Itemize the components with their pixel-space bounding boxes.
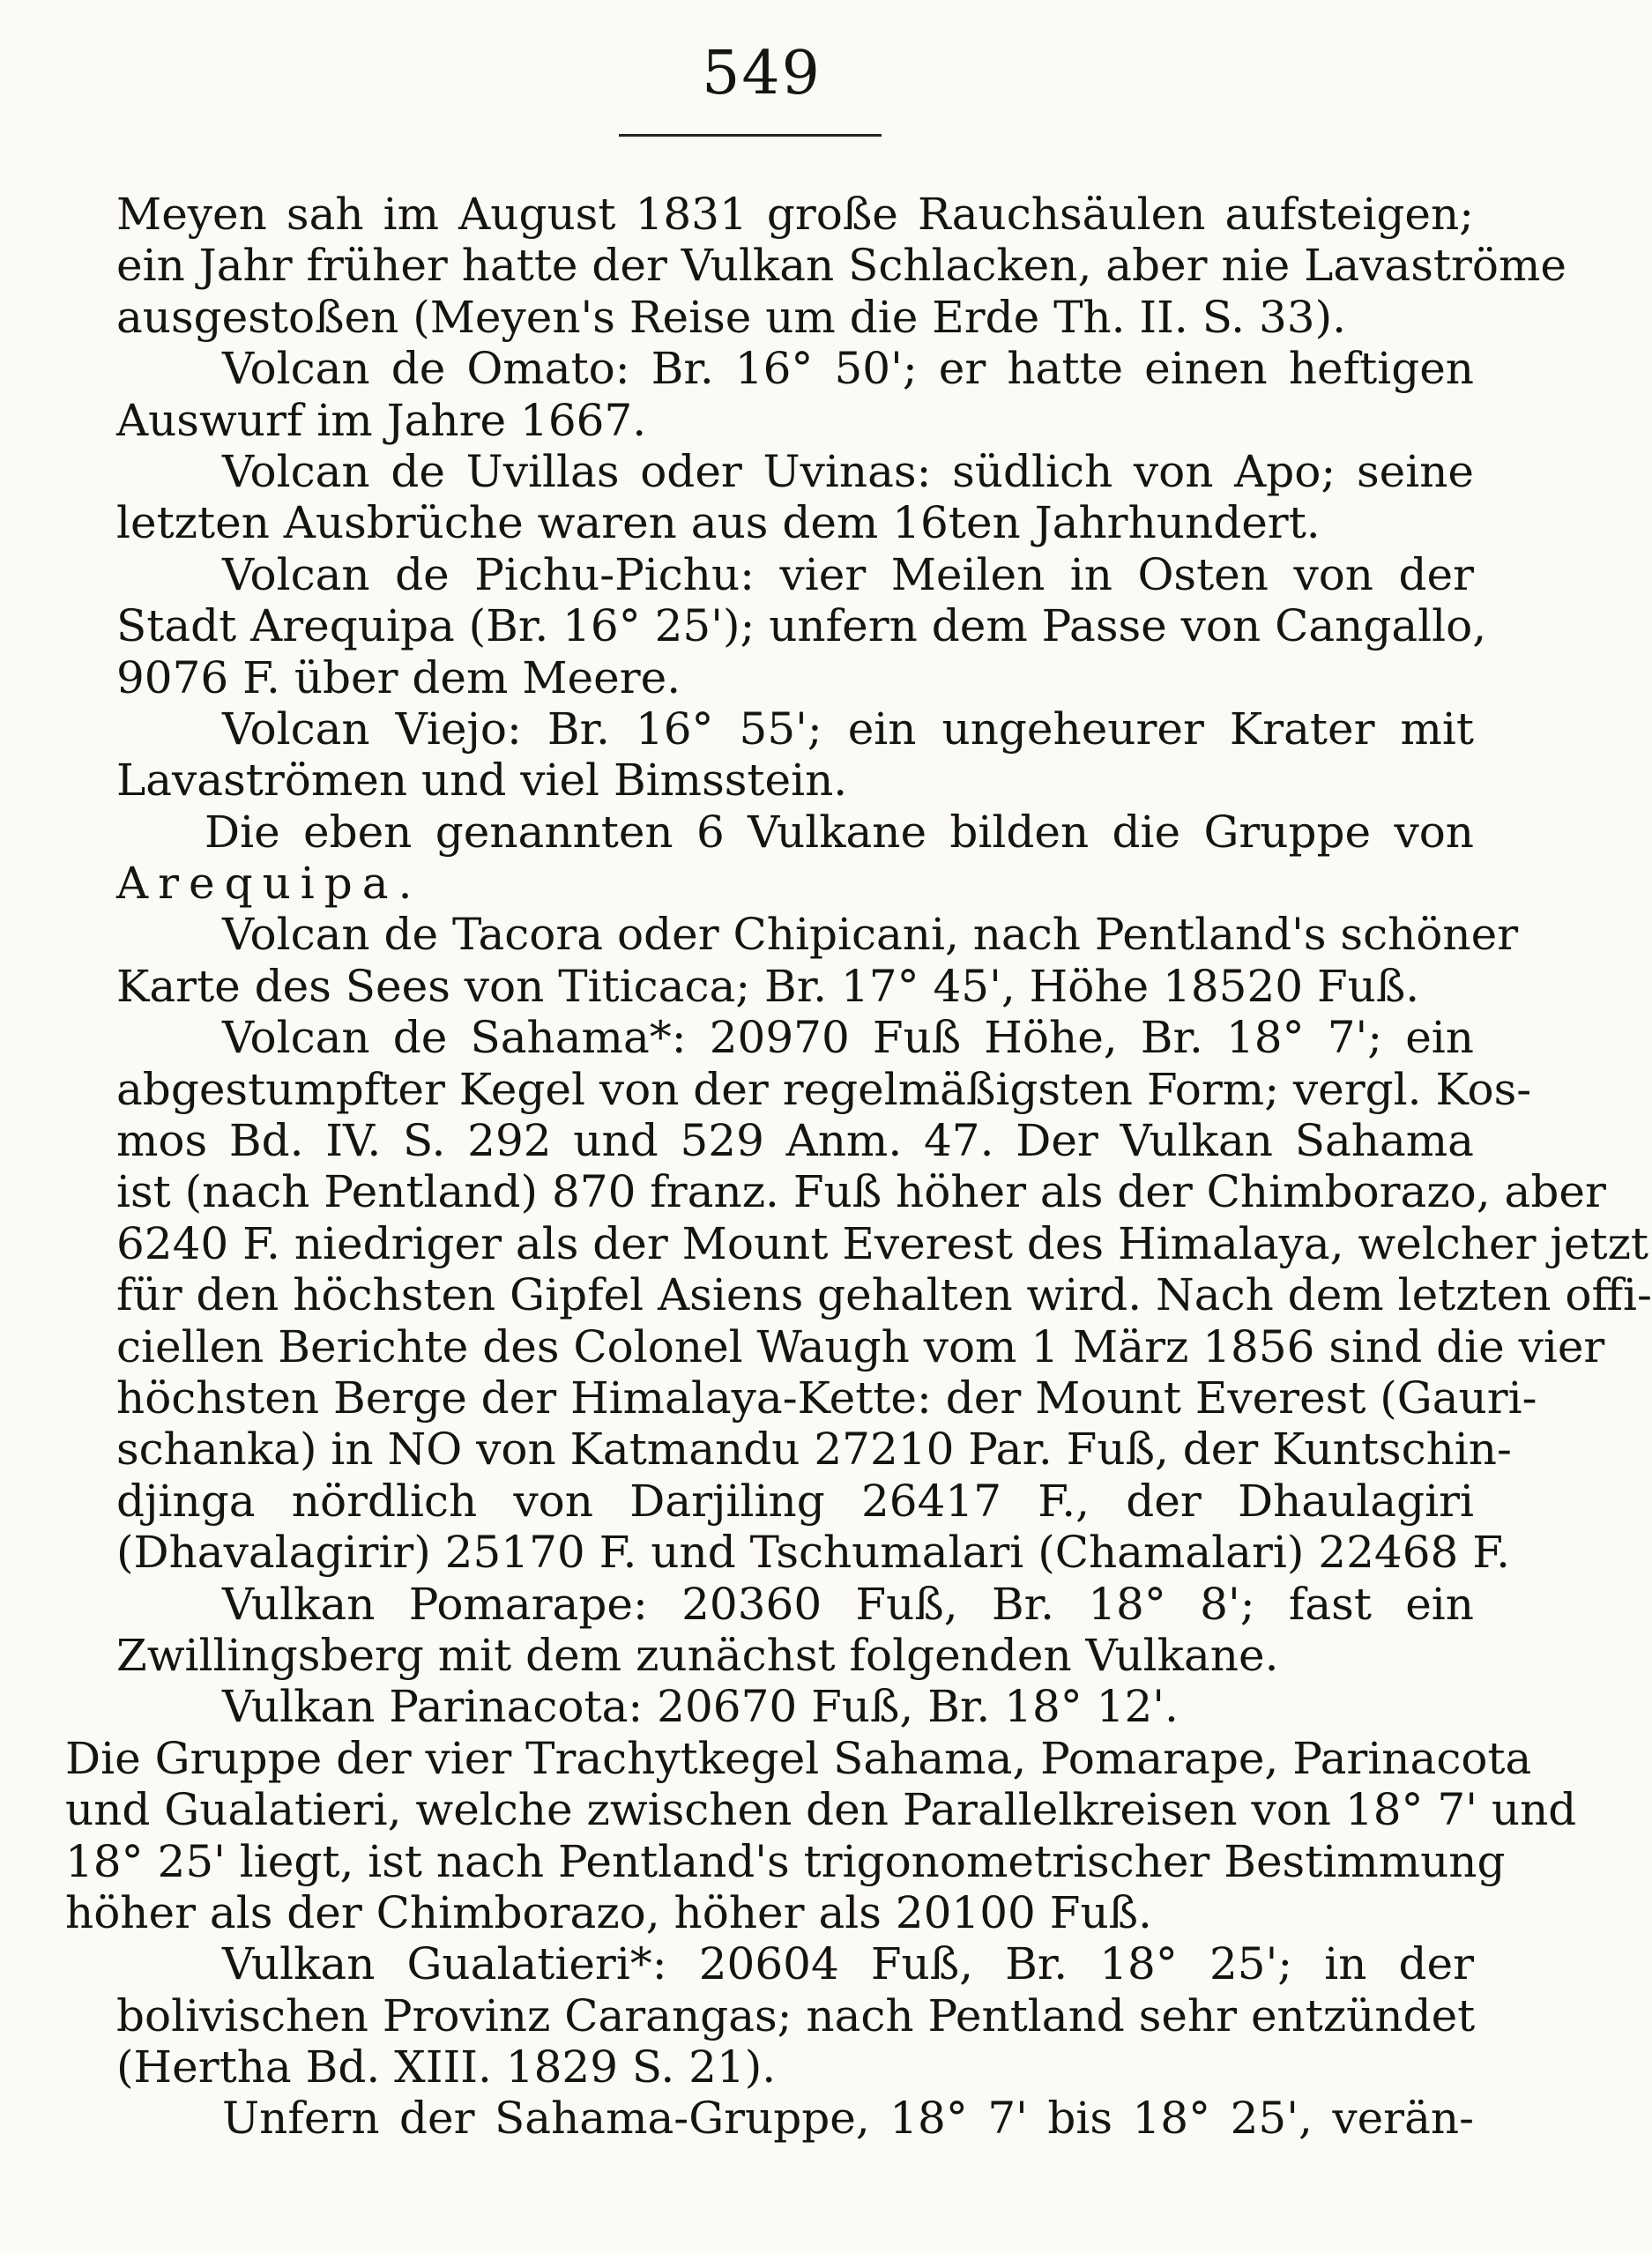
text-line: Karte des Sees von Titicaca; Br. 17° 45', Höhe 18520 Fuß. <box>116 960 1420 1012</box>
text-line: Arequipa. <box>116 858 422 910</box>
page-number: 549 <box>702 39 822 108</box>
text-line: höher als der Chimborazo, höher als 20100 Fuß. <box>65 1886 1152 1938</box>
entry-heading-line: Vulkan Parinacota: 20670 Fuß, Br. 18° 12'. <box>222 1681 1179 1733</box>
entry-heading-line: Volcan de Omato: Br. 16° 50'; er hatte einen heftigen <box>222 343 1474 395</box>
text-line: 9076 F. über dem Meere. <box>116 651 681 703</box>
text-line: abgestumpfter Kegel von der regelmäßigsten Form; vergl. Kos- <box>116 1063 1532 1115</box>
text-line: ciellen Berichte des Colonel Waugh vom 1 März 1856 sind die vier <box>116 1320 1605 1372</box>
body-text <box>65 189 1652 2145</box>
text-line: 18° 25' liegt, ist nach Pentland's trigonometrischer Bestimmung <box>65 1835 1506 1887</box>
text-line: Die eben genannten 6 Vulkane bilden die Gruppe von <box>205 806 1474 858</box>
text-line: bolivischen Provinz Carangas; nach Pentland sehr entzündet <box>116 1989 1476 2041</box>
text-line: und Gualatieri, welche zwischen den Parallelkreisen von 18° 7' und <box>65 1784 1577 1836</box>
text-line: djinga nördlich von Darjiling 26417 F., der Dhaulagiri <box>116 1475 1474 1527</box>
text-line: letzten Ausbrüche waren aus dem 16ten Jahrhundert. <box>116 497 1321 549</box>
text-line: für den höchsten Gipfel Asiens gehalten wird. Nach dem letzten offi- <box>116 1269 1652 1321</box>
text-line: Die Gruppe der vier Trachytkegel Sahama, Pomarape, Parinacota <box>65 1732 1532 1784</box>
text-line: Lavaströmen und viel Bimsstein. <box>116 755 848 807</box>
text-line: ist (nach Pentland) 870 franz. Fuß höher als der Chimborazo, aber <box>116 1166 1606 1218</box>
text-line: ausgestoßen (Meyen's Reise um die Erde Th. II. S. 33). <box>116 291 1346 343</box>
entry-heading-line: Vulkan Gualatieri*: 20604 Fuß, Br. 18° 25'; in der <box>222 1938 1474 1990</box>
entry-heading-line: Volcan de Sahama*: 20970 Fuß Höhe, Br. 18° 7'; ein <box>222 1012 1474 1064</box>
text-line: (Hertha Bd. XIII. 1829 S. 21). <box>116 2041 777 2093</box>
text-line: ein Jahr früher hatte der Vulkan Schlacken, aber nie Lavaströme <box>116 240 1566 292</box>
text-line: Auswurf im Jahre 1667. <box>116 394 647 446</box>
text-line: (Dhavalagirir) 25170 F. und Tschumalari (Chamalari) 22468 F. <box>116 1527 1511 1579</box>
text-line: höchsten Berge der Himalaya-Kette: der Mount Everest (Gauri- <box>116 1372 1537 1424</box>
text-line: 6240 F. niedriger als der Mount Everest des Himalaya, welcher jetzt <box>116 1217 1649 1269</box>
text-line: Meyen sah im August 1831 große Rauchsäulen aufsteigen; <box>116 189 1474 240</box>
entry-heading-line: Volcan de Uvillas oder Uvinas: südlich von Apo; seine <box>222 445 1474 497</box>
entry-heading-line: Volcan de Tacora oder Chipicani, nach Pentland's schöner <box>222 909 1519 961</box>
text-line: schanka) in NO von Katmandu 27210 Par. Fuß, der Kuntschin- <box>116 1424 1512 1476</box>
entry-heading-line: Volcan de Pichu-Pichu: vier Meilen in Osten von der <box>222 548 1474 600</box>
entry-heading-line: Vulkan Pomarape: 20360 Fuß, Br. 18° 8'; fast ein <box>222 1578 1474 1630</box>
text-line: Zwillingsberg mit dem zunächst folgenden Vulkane. <box>116 1629 1279 1681</box>
text-line: Stadt Arequipa (Br. 16° 25'); unfern dem Passe von Cangallo, <box>116 600 1487 652</box>
entry-heading-line: Volcan Viejo: Br. 16° 55'; ein ungeheurer Krater mit <box>222 703 1474 755</box>
header-rule <box>619 134 882 137</box>
text-line: mos Bd. IV. S. 292 und 529 Anm. 47. Der Vulkan Sahama <box>116 1115 1474 1167</box>
text-line: Unfern der Sahama-Gruppe, 18° 7' bis 18° 25', verän- <box>222 2093 1474 2145</box>
